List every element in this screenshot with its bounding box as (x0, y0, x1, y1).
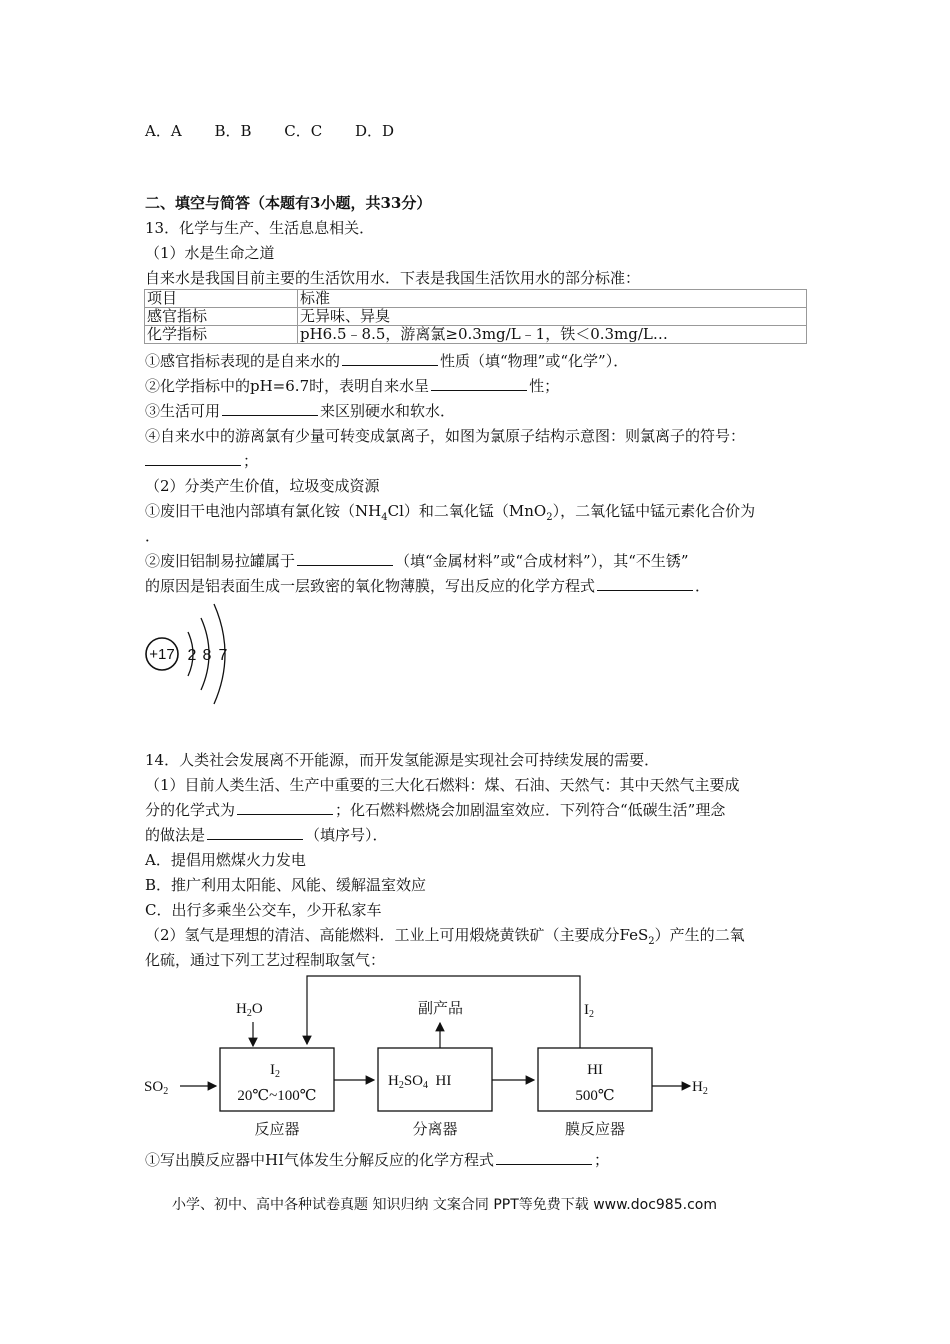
q14-p1-c: ；化石燃料燃烧会加剧温室效应．下列符合“低碳生活”理念 (335, 801, 726, 819)
table-cell: pH6.5﹣8.5，游离氯≥0.3mg/L﹣1，铁＜0.3mg/L… (298, 326, 807, 344)
table-cell: 感官指标 (145, 308, 298, 326)
separator-label: 分离器 (412, 1120, 458, 1138)
q13-part1-title: （1）水是生命之道 (145, 244, 275, 262)
q13-sub3-text-a: ③生活可用 (145, 402, 221, 420)
membrane-temperature: 500℃ (575, 1088, 615, 1104)
atom-shell-2: 8 (202, 647, 212, 664)
q13-p2s1-b: Cl）和二氧化锰（MnO (387, 502, 547, 520)
q13-part2-sub1 (145, 501, 755, 528)
q14-part2-line2: 化硫，通过下列工艺过程制取氢气： (145, 951, 386, 969)
section-title: 二、填空与简答（本题有3小题，共33分） (145, 194, 432, 212)
q13-sub3 (145, 401, 455, 421)
water-standard-table (144, 289, 807, 344)
answer-blank[interactable] (237, 800, 333, 815)
membrane-hi: HI (587, 1062, 603, 1078)
answer-blank[interactable] (597, 576, 693, 591)
q14-stem: 14．人类社会发展离不开能源，而开发氢能源是实现社会可持续发展的需要． (145, 751, 660, 769)
q13-p2s1-c: ），二氧化锰中锰元素化合价为 (552, 502, 756, 520)
choice-row (145, 120, 394, 141)
atom-nucleus-charge: +17 (149, 646, 175, 663)
separator-contents: $H_2SO_4$ HI (388, 1073, 452, 1091)
choice-b: B．B (214, 122, 252, 140)
choice-a: A．A (145, 122, 182, 140)
q14-s1-end: ； (594, 1151, 610, 1169)
page-footer: 小学、初中、高中各种试卷真题 知识归纳 文案合同 PPT等免费下载 www.doc985.com (172, 1197, 717, 1213)
byproduct-label: 副产品 (418, 999, 464, 1017)
h2-label: $H_2$ (692, 1079, 708, 1097)
q14-part1-line1: （1）目前人类生活、生产中重要的三大化石燃料：煤、石油、天然气：其中天然气主要成 (145, 776, 740, 794)
chlorine-atom-diagram (140, 598, 240, 710)
q14-part2-line1 (145, 925, 745, 952)
reactor-label: 反应器 (254, 1120, 300, 1138)
q14-part1-line2 (145, 800, 725, 820)
answer-blank[interactable] (145, 451, 241, 466)
table-row (145, 290, 807, 308)
q13-part2-title: （2）分类产生价值，垃圾变成资源 (145, 477, 380, 495)
q13-p2s2-end: ． (695, 577, 711, 595)
answer-blank[interactable] (431, 376, 527, 391)
answer-blank[interactable] (342, 351, 438, 366)
choice-c: C．C (284, 122, 323, 140)
table-cell: 化学指标 (145, 326, 298, 344)
q14-sub1 (145, 1150, 609, 1170)
q13-p2s2-a: ②废旧铝制易拉罐属于 (145, 552, 296, 570)
table-row (145, 308, 807, 326)
q14-option-b: B．推广利用太阳能、风能、缓解温室效应 (145, 876, 427, 894)
q13-sub1-text-a: ①感官指标表现的是自来水的 (145, 352, 341, 370)
q13-p2s1-a: ①废旧干电池内部填有氯化铵（NH (145, 502, 382, 520)
answer-blank[interactable] (297, 551, 393, 566)
q13-part2-sub1-end: ． (145, 527, 161, 545)
q13-sub3-text-b: 来区别硬水和软水． (320, 402, 456, 420)
reactor-i2: $I_2$ (270, 1062, 280, 1080)
q14-p1-d: 的做法是 (145, 826, 206, 844)
i2-recycle-label: $I_2$ (584, 1002, 594, 1020)
hydrogen-process-diagram (140, 970, 720, 1142)
atom-shell-3: 7 (218, 647, 228, 664)
q13-sub1-text-b: 性质（填“物理”或“化学”）． (440, 352, 629, 370)
q13-sub4-end: ； (243, 452, 259, 470)
atom-shell-1: 2 (187, 647, 197, 664)
q13-p2s2-c: 的原因是铝表面生成一层致密的氧化物薄膜，写出反应的化学方程式 (145, 577, 596, 595)
q13-sub4: ④自来水中的游离氯有少量可转变成氯离子，如图为氯原子结构示意图：则氯离子的符号： (145, 427, 746, 445)
q13-p2s1-sub2: 2 (546, 512, 553, 523)
h2o-label: $H_2O$ (236, 1001, 263, 1019)
answer-blank[interactable] (496, 1150, 592, 1165)
table-cell: 无异味、异臭 (298, 308, 807, 326)
q13-part2-sub2-cont (145, 576, 710, 596)
table-row (145, 326, 807, 344)
so2-label: $SO_2$ (144, 1079, 169, 1097)
q14-option-c: C．出行多乘坐公交车，少开私家车 (145, 901, 382, 919)
membrane-label: 膜反应器 (564, 1120, 626, 1138)
reactor-temperature: 20℃~100℃ (237, 1088, 317, 1104)
table-cell: 标准 (298, 290, 807, 308)
q13-stem: 13．化学与生产、生活息息相关． (145, 219, 375, 237)
q13-sub4-answer (145, 451, 258, 471)
q13-sub2-text-b: 性； (529, 377, 560, 395)
q14-p2-sub: 2 (648, 936, 655, 947)
q13-p2s1-sub1: 4 (381, 512, 388, 523)
q13-sub2-text-a: ②化学指标中的pH=6.7时，表明自来水呈 (145, 377, 430, 395)
q13-sub2 (145, 376, 559, 396)
q13-part1-intro: 自来水是我国目前主要的生活饮用水．下表是我国生活饮用水的部分标准： (145, 269, 641, 287)
q14-part1-line3 (145, 825, 388, 845)
q14-p1-e: （填序号）． (305, 826, 388, 844)
choice-d: D．D (355, 122, 395, 140)
q13-part2-sub2 (145, 551, 689, 571)
q13-sub1 (145, 351, 628, 371)
q13-p2s2-b: （填“金属材料”或“合成材料”），其“不生锈” (395, 552, 689, 570)
q14-s1-a: ①写出膜反应器中HI气体发生分解反应的化学方程式 (145, 1151, 495, 1169)
answer-blank[interactable] (222, 401, 318, 416)
q14-p2-a: （2）氢气是理想的清洁、高能燃料．工业上可用煅烧黄铁矿（主要成分FeS (145, 926, 649, 944)
answer-blank[interactable] (207, 825, 303, 840)
q14-p1-b: 分的化学式为 (145, 801, 236, 819)
q14-option-a: A．提倡用燃煤火力发电 (145, 851, 306, 869)
table-cell: 项目 (145, 290, 298, 308)
q14-p2-b: ）产生的二氧 (654, 926, 745, 944)
